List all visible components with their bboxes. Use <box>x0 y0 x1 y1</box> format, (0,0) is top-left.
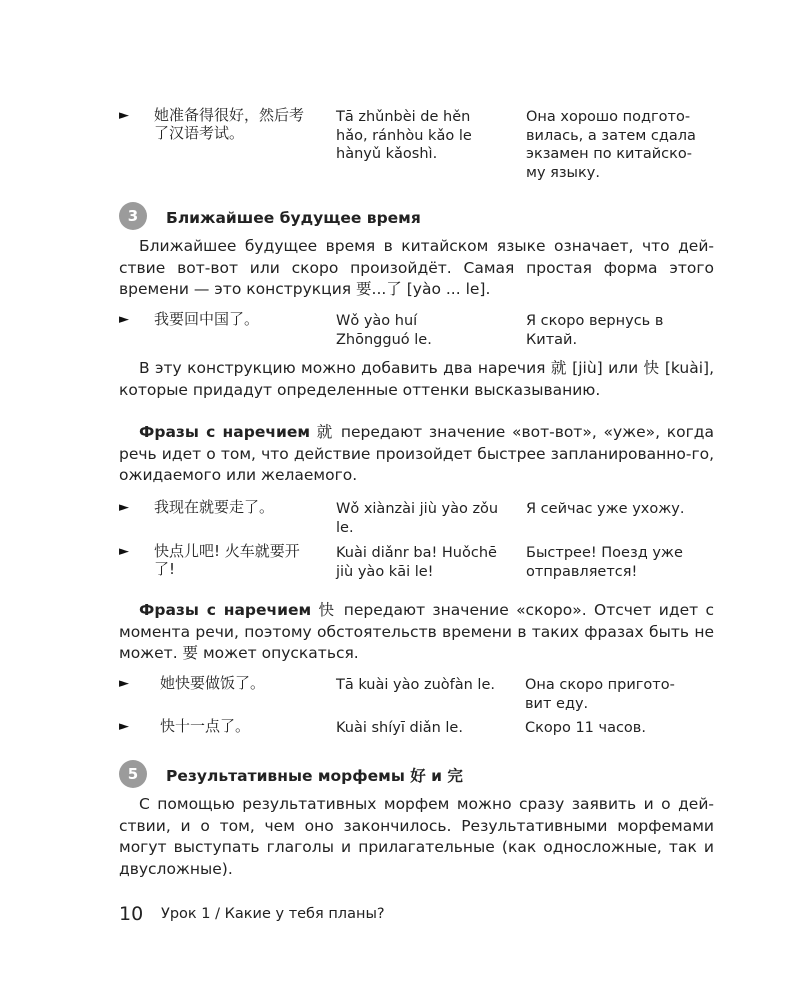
bullet-icon: ► <box>119 719 129 734</box>
example-chinese: 快点儿吧! 火车就要开了! <box>154 542 300 578</box>
example-translation: Она скоро пригото-вит еду. <box>525 677 675 712</box>
example-pinyin: Tā kuài yào zuòfàn le. <box>336 677 495 693</box>
bold-phrase: Фразы с наречием <box>139 601 312 619</box>
example-translation: Я сейчас уже ухожу. <box>526 501 685 517</box>
section-title: Ближайшее будущее время <box>166 209 421 227</box>
example-pinyin: Kuài shíyī diǎn le. <box>336 720 463 736</box>
example-pinyin: Wǒ xiànzài jiù yào zǒu le. <box>336 501 499 536</box>
example-pinyin: Wǒ yào huí Zhōngguó le. <box>336 313 432 348</box>
bullet-icon: ► <box>119 676 129 691</box>
bold-phrase: Фразы с наречием <box>139 423 311 441</box>
example-chinese: 她快要做饭了。 <box>160 674 266 692</box>
example-pinyin: Kuài diǎnr ba! Huǒchē jiù yào kāi le! <box>336 545 497 580</box>
example-translation: Она хорошо подгото-вилась, а затем сдала экзамен по китайско-му языку. <box>526 109 696 181</box>
example-translation: Я скоро вернусь в Китай. <box>526 313 664 348</box>
section-number-badge: 3 <box>119 202 147 230</box>
paragraph: С помощью результативных морфем можно сразу заявить и о дей-ствии, и о том, чем оно закончилось. Результативными морфемами могут выступать глаголы и прилагательные (как односложные, так и двусложные). <box>119 795 714 878</box>
example-pinyin: Tā zhǔnbèi de hěn hǎo, ránhòu kǎo le hànyǔ kǎoshì. <box>336 109 472 162</box>
bullet-icon: ► <box>119 500 129 515</box>
example-translation: Скоро 11 часов. <box>525 720 646 736</box>
bullet-icon: ► <box>119 108 129 123</box>
paragraph-text: 就 передают значение «вот-вот», «уже», когда речь идет о том, что действие произойдет быстрее запланированно-го, ожидаемого или желаемого. <box>119 423 715 484</box>
paragraph <box>119 422 714 487</box>
paragraph: Ближайшее будущее время в китайском языке означает, что дей-ствие вот-вот или скоро произойдёт. Самая простая форма этого времени — это конструкция 要...了 [yào ... le]. <box>119 237 714 298</box>
example-translation: Быстрее! Поезд уже отправляется! <box>526 545 683 580</box>
section-number-badge: 5 <box>119 760 147 788</box>
example-chinese: 我要回中国了。 <box>154 310 260 328</box>
section-title: Результативные морфемы 好 и 完 <box>166 767 463 785</box>
bullet-icon: ► <box>119 544 129 559</box>
example-chinese: 她准备得很好，然后考了汉语考试。 <box>154 106 305 142</box>
running-footer: Урок 1 / Какие у тебя планы? <box>161 906 385 922</box>
example-chinese: 我现在就要走了。 <box>154 498 275 516</box>
bullet-icon: ► <box>119 312 129 327</box>
page-number: 10 <box>119 903 144 925</box>
paragraph <box>119 600 714 665</box>
example-chinese: 快十一点了。 <box>160 717 251 735</box>
paragraph: В эту конструкцию можно добавить два наречия 就 [jiù] или 快 [kuài], которые придадут определенные оттенки высказыванию. <box>119 359 714 399</box>
paragraph-text: 快 передают значение «скоро». Отсчет идет с момента речи, поэтому обстоятельств времени в таких фразах быть не может. 要 может опускаться. <box>119 601 715 662</box>
